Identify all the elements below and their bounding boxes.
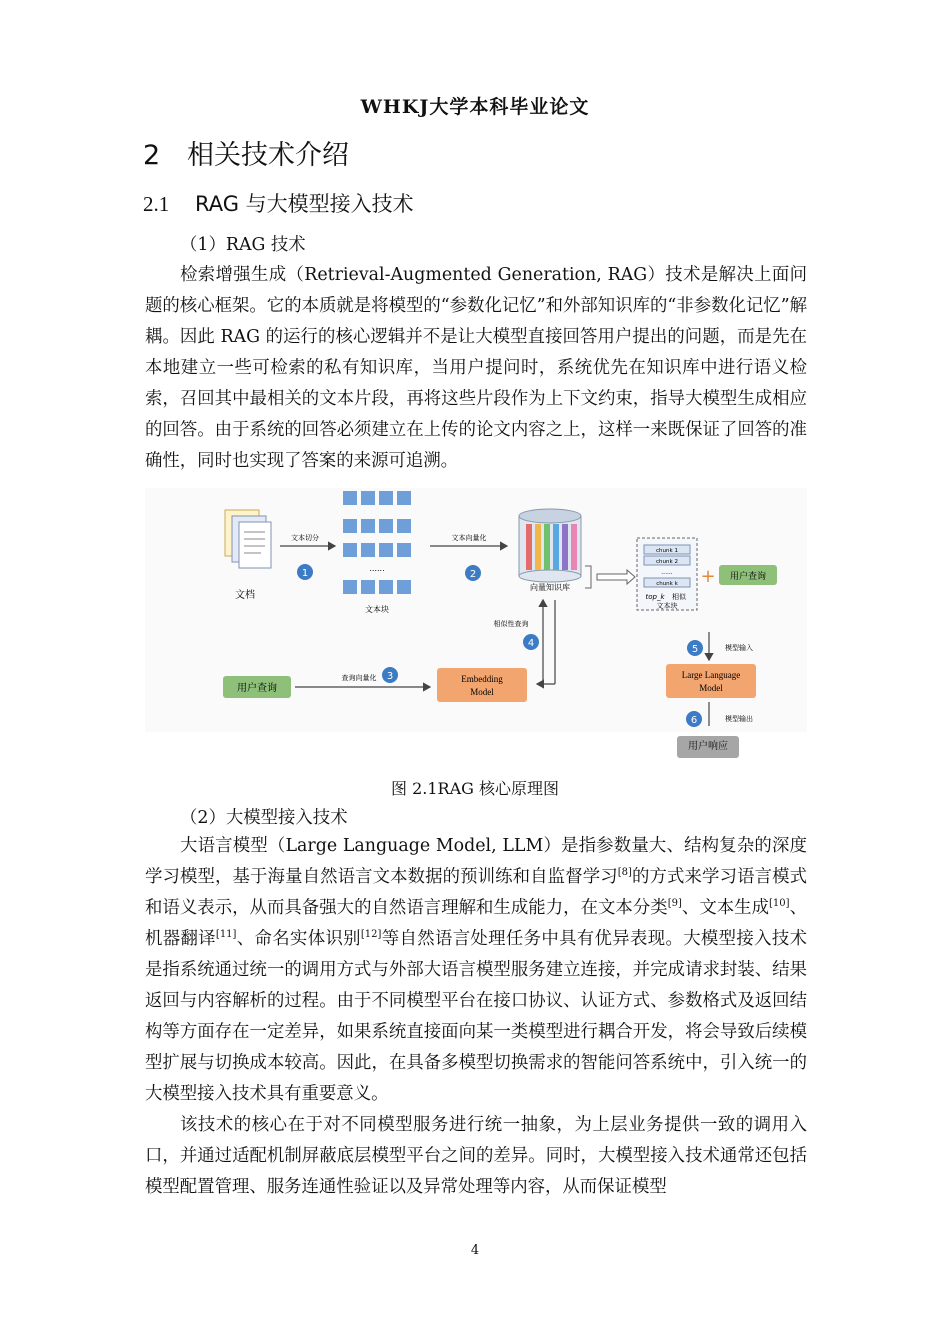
step-6-number: 6: [690, 715, 698, 726]
user-query-left: 用户查询: [237, 683, 277, 694]
model-input-label: 模型输入: [725, 644, 753, 652]
topk-label-b: 相似: [672, 593, 686, 601]
split-label: 文本切分: [291, 534, 319, 542]
topk-label-c: 文本块: [656, 602, 678, 610]
para2-text-3: 、文本生成: [681, 898, 770, 918]
embedding-label-b: Model: [470, 687, 494, 697]
para2-text-4: 、机器翻译: [145, 898, 807, 949]
user-response-label: 用户响应: [688, 741, 728, 752]
user-query-right: 用户查询: [729, 572, 767, 582]
step-4-number: 4: [527, 638, 535, 649]
step-1-number: 1: [301, 568, 309, 579]
step-3-number: 3: [386, 671, 394, 682]
document-icon: [225, 510, 271, 568]
para2-text-5: 、命名实体识别: [236, 929, 361, 949]
chapter-number: 2: [143, 140, 161, 171]
page-number: 4: [470, 1243, 480, 1258]
citation-12: [12]: [360, 929, 382, 941]
page-header: WHKJ大学本科毕业论文: [360, 96, 590, 118]
vectorize-label: 文本向量化: [451, 534, 487, 542]
section-heading: [143, 188, 414, 218]
chunk-item-2: chunk 2: [656, 559, 678, 565]
chapter-heading: [143, 133, 349, 172]
rag-diagram: [145, 488, 807, 732]
similarity-label: 相似性查询: [493, 620, 529, 628]
paragraph-abstraction: 该技术的核心在于对不同模型服务进行统一抽象，为上层业务提供一致的调用入口，并通过适配机制屏蔽底层模型平台之间的差异。同时，大模型接入技术通常还包括模型配置管理、服务连通性验证以及异常处理等内容，从而保证模型: [145, 1115, 807, 1197]
chunks-dots: ......: [369, 564, 385, 573]
citation-11: [11]: [215, 929, 237, 941]
citation-10: [10]: [769, 898, 790, 910]
user-response-box: [677, 736, 739, 758]
plus-icon: +: [700, 566, 716, 587]
topk-label-a: top_k: [645, 593, 665, 601]
doc-label: 文档: [235, 590, 255, 601]
subheading-llm: （2）大模型接入技术: [180, 808, 348, 828]
query-vec-label: 查询向量化: [341, 674, 377, 682]
citation-8: [8]: [617, 867, 632, 879]
step-5-number: 5: [691, 644, 699, 655]
vector-db-icon: [519, 509, 581, 582]
para2-text-2: 的方式来学习语言模式和语义表示，从而具备强大的自然语言理解和生成能力，在文本分类: [145, 867, 807, 918]
step-2-number: 2: [469, 569, 477, 580]
chunk-item-dots: ......: [661, 569, 673, 576]
llm-label-a: Large Language: [681, 670, 741, 680]
chunk-item-1: chunk 1: [656, 548, 678, 554]
chunk-item-k: chunk k: [656, 581, 678, 587]
llm-label-b: Model: [699, 683, 723, 693]
para2-text-1: 大语言模型（Large Language Model, LLM）是指参数量大、结构复杂的深度学习模型，基于海量自然语言文本数据的预训练和自监督学习: [145, 836, 807, 887]
paragraph-rag: 检索增强生成（Retrieval-Augmented Generation, RAG）技术是解决上面问题的核心框架。它的本质就是将模型的“参数化记忆”和外部知识库的“非参数化记忆”解耦。因此 RAG 的运行的核心逻辑并不是让大模型直接回答用户提出的问题，而是先在本地建立一些可检索的私有知识库，当用户提问时，系统优先在知识库中进行语义检索，召回其中最相关的文本片段，再将这些片段作为上下文约束，指导大模型生成相应的回答。由于系统的回答必须建立在上传的论文内容之上，这样一来既保证了回答的准确性，同时也实现了答案的来源可追溯。: [145, 265, 807, 471]
embedding-label-a: Embedding: [461, 674, 503, 684]
model-output-label: 模型输出: [725, 715, 753, 723]
section-title: RAG 与大模型接入技术: [195, 192, 414, 216]
citation-9: [9]: [667, 898, 682, 910]
kb-label: 向量知识库: [530, 583, 570, 592]
section-number: 2.1: [143, 192, 170, 216]
chapter-title: 相关技术介绍: [187, 140, 349, 171]
para2-text-6: 等自然语言处理任务中具有优异表现。大模型接入技术是指系统通过统一的调用方式与外部大语言模型服务建立连接，并完成请求封装、结果返回与内容解析的过程。由于不同模型平台在接口协议、认证方式、参数格式及返回结构等方面存在一定差异，如果系统直接面向某一类模型进行耦合开发，将会导致后续模型扩展与切换成本较高。因此，在具备多模型切换需求的智能问答系统中，引入统一的大模型接入技术具有重要意义。: [145, 929, 807, 1104]
subheading-rag: （1）RAG 技术: [180, 235, 306, 255]
figure-caption: 图 2.1RAG 核心原理图: [390, 779, 559, 798]
chunks-label: 文本块: [365, 605, 389, 614]
paragraph-llm: [145, 831, 807, 1110]
